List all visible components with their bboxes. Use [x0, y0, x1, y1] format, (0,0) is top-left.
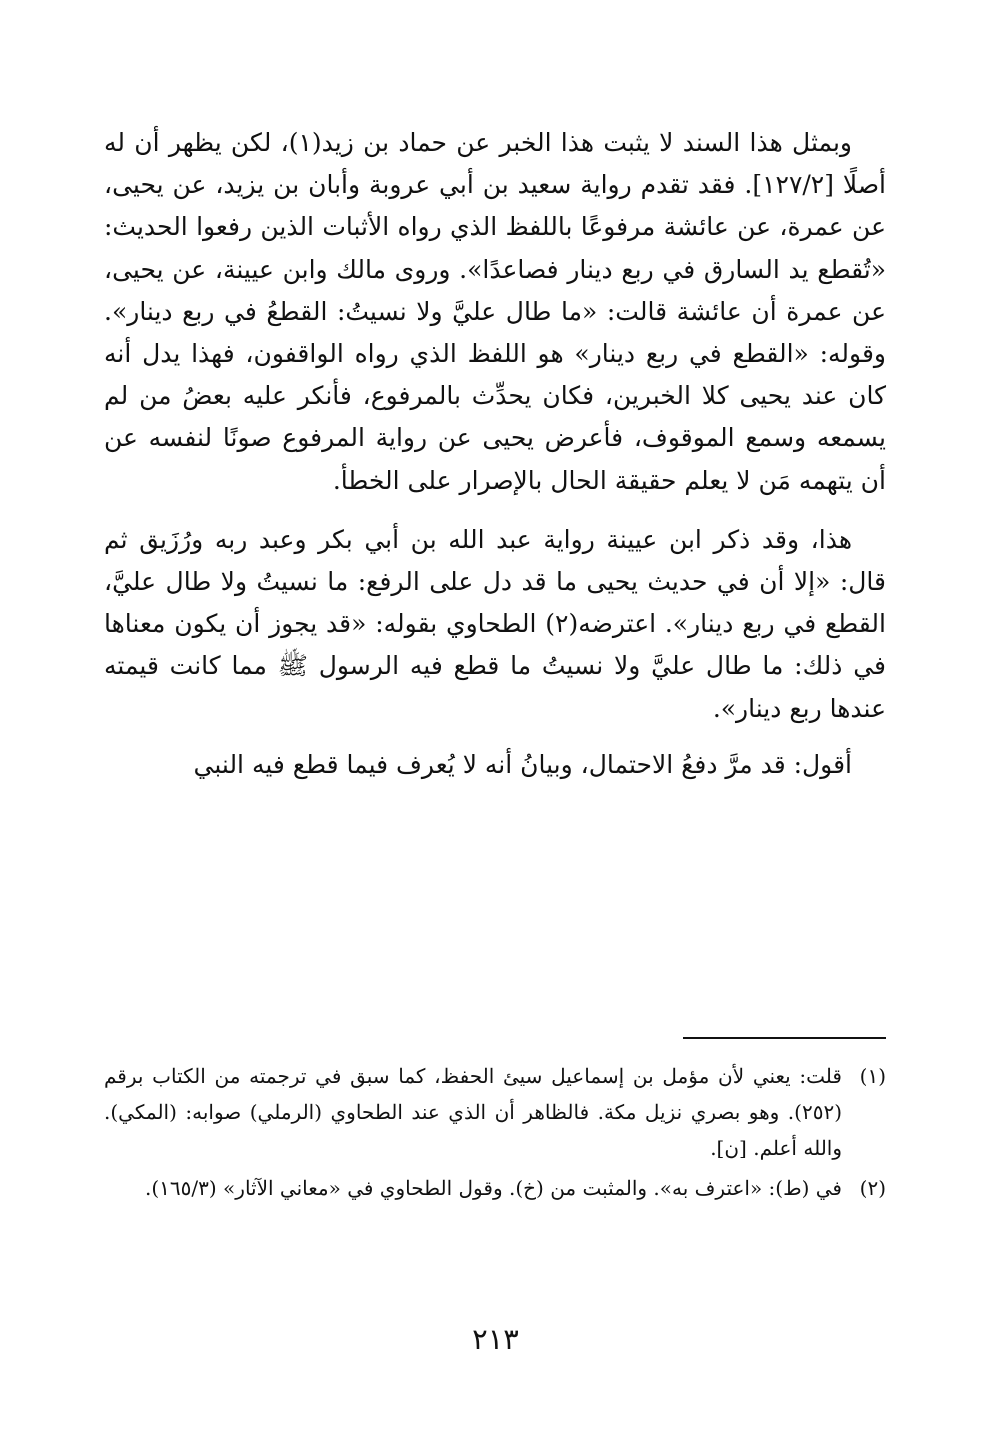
- footnote-text: في (ط): «اعترف به». والمثبت من (خ). وقول الطحاوي في «معاني الآثار» (١٦٥/٣).: [145, 1176, 842, 1200]
- paragraph-3: أقول: قد مرَّ دفعُ الاحتمال، وبيانُ أنه لا يُعرف فيما قطع فيه النبي: [193, 749, 852, 779]
- footnotes: [104, 1058, 886, 1206]
- main-text: [104, 122, 886, 786]
- footnote-1: [104, 1058, 886, 1166]
- footnote-number: (١): [859, 1064, 886, 1088]
- page-number: ٢١٣: [472, 1322, 519, 1356]
- footnote-text: قلت: يعني لأن مؤمل بن إسماعيل سيئ الحفظ، كما سبق في ترجمته من الكتاب برقم (٢٥٢). وهو بصري نزيل مكة. فالظاهر أن الذي عند الطحاوي (الرملي) صوابه: (المكي). والله أعلم. [ن].: [104, 1064, 842, 1160]
- paragraph-1: وبمثل هذا السند لا يثبت هذا الخبر عن حماد بن زيد(١)، لكن يظهر أن له أصلًا [١٢٧/٢]. فقد تقدم رواية سعيد بن أبي عروبة وأبان بن يزيد، عن يحيى، عن عمرة، عن عائشة مرفوعًا باللفظ الذي رواه الأثبات الذين رفعوا الحديث: «تُقطع يد السارق في ربع دينار فصاعدًا». وروى مالك وابن عيينة، عن يحيى، عن عمرة أن عائشة قالت: «ما طال عليَّ ولا نسيتُ: القطعُ في ربع دينار». وقوله: «القطع في ربع دينار» هو اللفظ الذي رواه الواقفون، فهذا يدل أنه كان عند يحيى كلا الخبرين، فكان يحدِّث بالمرفوع، فأنكر عليه بعضُ من لم يسمعه وسمع الموقوف، فأعرض يحيى عن رواية المرفوع صونًا لنفسه عن أن يتهمه مَن لا يعلم حقيقة الحال بالإصرار على الخطأ.: [104, 128, 887, 495]
- footnote-number: (٢): [859, 1176, 886, 1200]
- footnote-2: [104, 1170, 886, 1206]
- footnote-separator: [683, 1037, 886, 1039]
- paragraph-2: هذا، وقد ذكر ابن عيينة رواية عبد الله بن أبي بكر وعبد ربه ورُزَيق ثم قال: «إلا أن في حديث يحيى ما قد دل على الرفع: ما نسيتُ ولا طال عليَّ، القطع في ربع دينار». اعترضه(٢) الطحاوي بقوله: «قد يجوز أن يكون معناها في ذلك: ما طال عليَّ ولا نسيتُ ما قطع فيه الرسول ﷺ مما كانت قيمته عندها ربع دينار».: [104, 524, 886, 723]
